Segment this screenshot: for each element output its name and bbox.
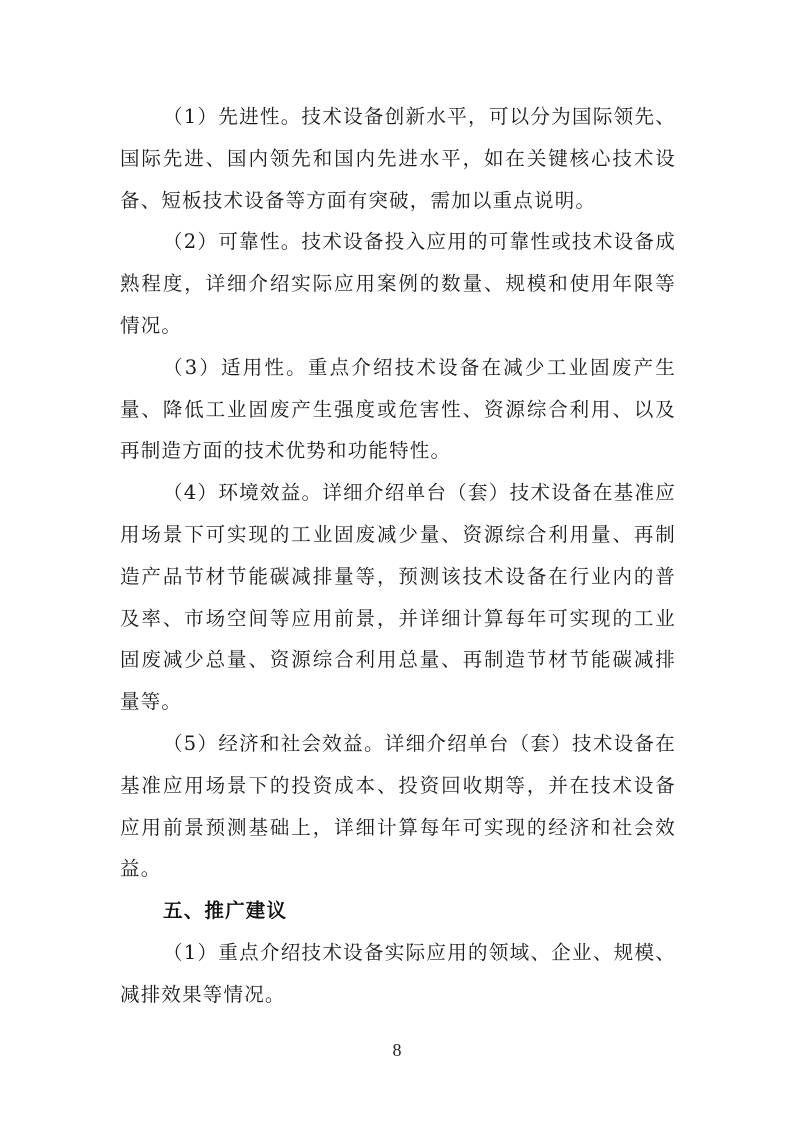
page-body xyxy=(120,96,676,1016)
paragraph-advancement: （1）先进性。技术设备创新水平，可以分为国际领先、国际先进、国内领先和国内先进水平，如在关键核心技术设备、短板技术设备等方面有突破，需加以重点说明。 xyxy=(120,105,676,212)
paragraph-applicability: （3）适用性。重点介绍技术设备在减少工业固废产生量、降低工业固废产生强度或危害性、资源综合利用、以及再制造方面的技术优势和功能特性。 xyxy=(120,355,676,463)
paragraph-environmental-benefit: （4）环境效益。详细介绍单台（套）技术设备在基准应用场景下可实现的工业固废减少量、资源综合利用量、再制造产品节材节能碳减排量等，预测该技术设备在行业内的普及率、市场空间等应用前景，并详细计算每年可实现的工业固废减少总量、资源综合利用总量、再制造节材节能碳减排量等。 xyxy=(120,481,676,714)
paragraph-promotion-item-1: （1）重点介绍技术设备实际应用的领域、企业、规模、减排效果等情况。 xyxy=(120,940,676,1006)
paragraph-reliability: （2）可靠性。技术设备投入应用的可靠性或技术设备成熟程度，详细介绍实际应用案例的数量、规模和使用年限等情况。 xyxy=(120,230,676,337)
page-number: 8 xyxy=(392,1040,402,1060)
paragraph-economic-social-benefit: （5）经济和社会效益。详细介绍单台（套）技术设备在基准应用场景下的投资成本、投资回收期等，并在技术设备应用前景预测基础上，详细计算每年可实现的经济和社会效益。 xyxy=(120,731,676,881)
section-heading-promotion: 五、推广建议 xyxy=(163,899,288,923)
